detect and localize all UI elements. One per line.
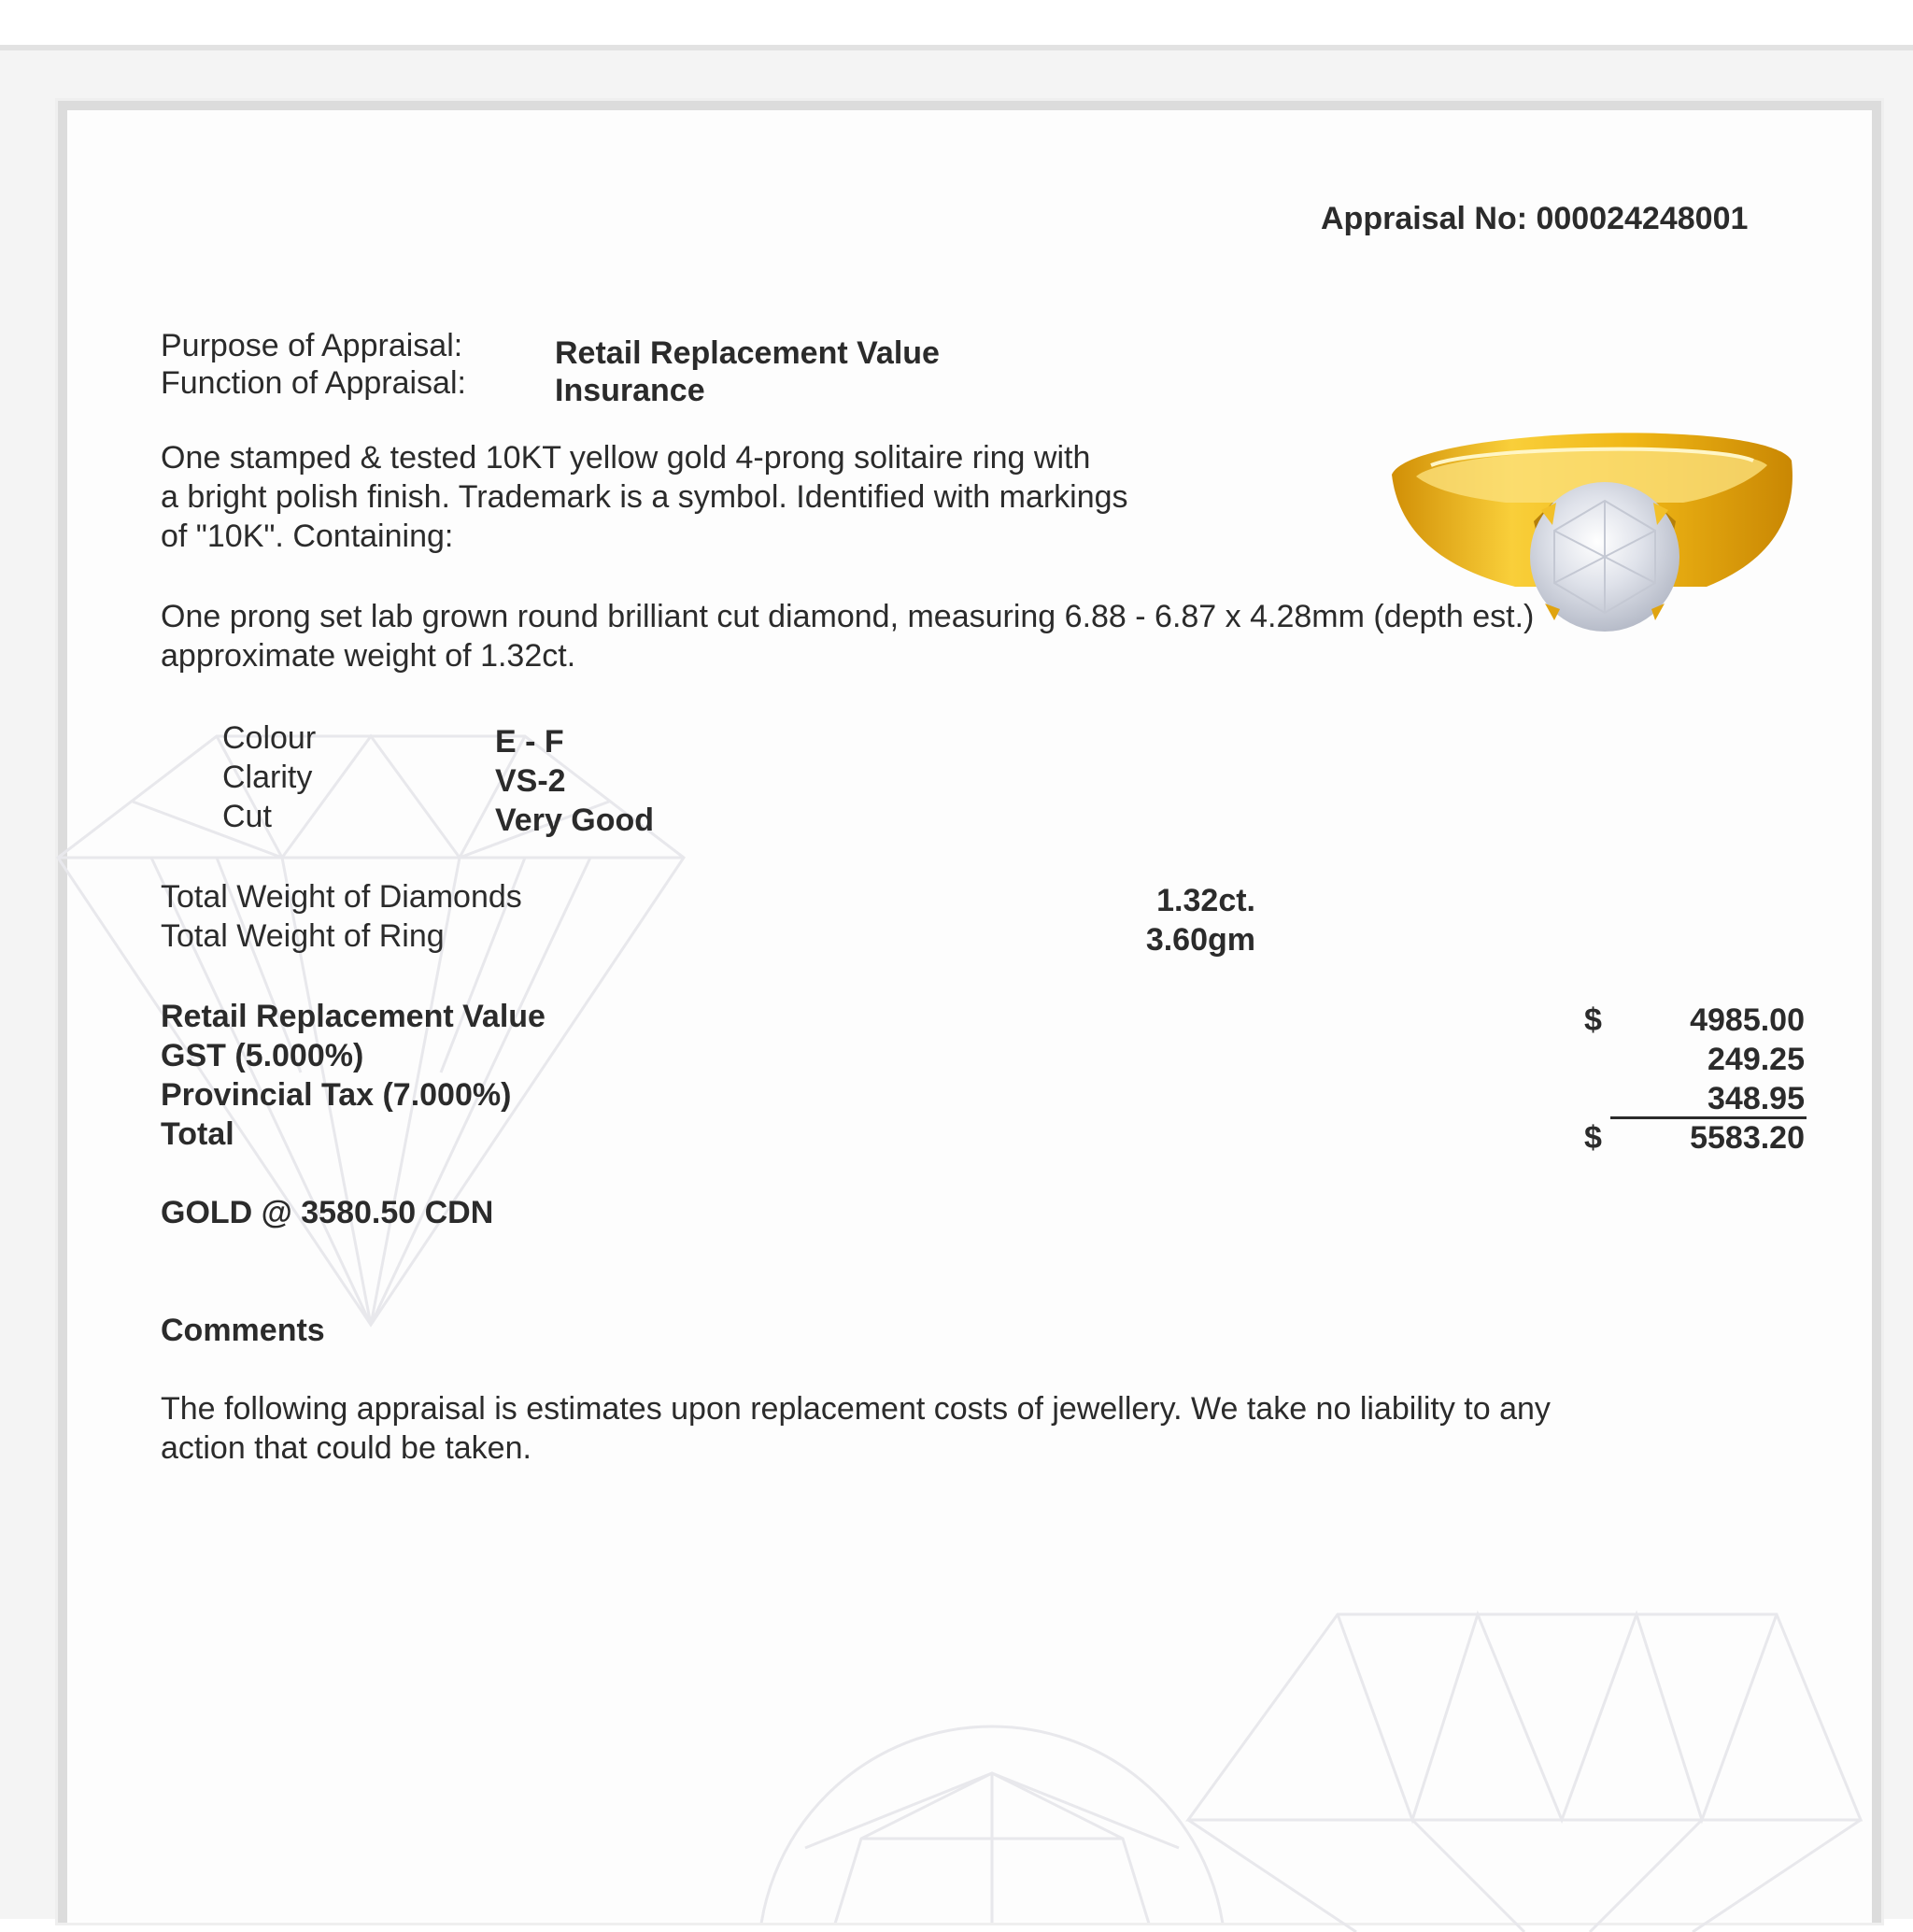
grade-label-clarity: Clarity bbox=[222, 760, 313, 795]
valuation-currency-total: $ bbox=[1584, 1120, 1602, 1156]
function-label: Function of Appraisal: bbox=[161, 365, 466, 401]
weight-label-diamonds: Total Weight of Diamonds bbox=[161, 879, 522, 915]
diamond-watermark-right-icon bbox=[1169, 1577, 1879, 1932]
grade-label-colour: Colour bbox=[222, 720, 317, 756]
description-line-1: One stamped & tested 10KT yellow gold 4-prong solitaire ring with bbox=[161, 440, 1091, 476]
diamond-stone bbox=[1530, 482, 1679, 632]
diamond-description-line-1: One prong set lab grown round brilliant cut diamond, measuring 6.88 - 6.87 x 4.28mm (depth est.) bbox=[161, 599, 1535, 634]
valuation-amount-retail: 4985.00 bbox=[1690, 1002, 1805, 1038]
valuation-amount-gst: 249.25 bbox=[1708, 1042, 1805, 1077]
function-value: Insurance bbox=[555, 373, 705, 408]
weight-label-ring: Total Weight of Ring bbox=[161, 918, 445, 954]
valuation-label-gst: GST (5.000%) bbox=[161, 1038, 364, 1073]
valuation-currency-retail: $ bbox=[1584, 1002, 1602, 1038]
valuation-label-total: Total bbox=[161, 1116, 234, 1152]
description-line-3: of "10K". Containing: bbox=[161, 519, 454, 554]
description-line-2: a bright polish finish. Trademark is a symbol. Identified with markings bbox=[161, 479, 1128, 515]
grade-value-colour: E - F bbox=[495, 724, 564, 760]
weight-value-diamonds: 1.32ct. bbox=[1156, 883, 1255, 918]
purpose-label: Purpose of Appraisal: bbox=[161, 328, 463, 363]
grade-value-cut: Very Good bbox=[495, 803, 655, 838]
appraisal-document bbox=[58, 101, 1881, 1923]
comments-heading: Comments bbox=[161, 1313, 325, 1348]
valuation-label-retail: Retail Replacement Value bbox=[161, 999, 546, 1034]
gold-price: GOLD @ 3580.50 CDN bbox=[161, 1195, 494, 1230]
diamond-description-line-2: approximate weight of 1.32ct. bbox=[161, 638, 576, 674]
appraisal-number: Appraisal No: 000024248001 bbox=[1321, 201, 1749, 236]
grade-value-clarity: VS-2 bbox=[495, 763, 566, 799]
valuation-amount-provincial-tax: 348.95 bbox=[1708, 1081, 1805, 1116]
weight-value-ring: 3.60gm bbox=[1145, 922, 1255, 958]
comments-line-1: The following appraisal is estimates upon replacement costs of jewellery. We take no liability to any bbox=[161, 1391, 1551, 1427]
grade-label-cut: Cut bbox=[222, 799, 272, 834]
purpose-value: Retail Replacement Value bbox=[555, 335, 940, 371]
comments-line-2: action that could be taken. bbox=[161, 1430, 531, 1466]
valuation-amount-total: 5583.20 bbox=[1690, 1120, 1805, 1156]
valuation-label-provincial-tax: Provincial Tax (7.000%) bbox=[161, 1077, 512, 1113]
round-diamond-watermark-icon bbox=[749, 1717, 1235, 1923]
